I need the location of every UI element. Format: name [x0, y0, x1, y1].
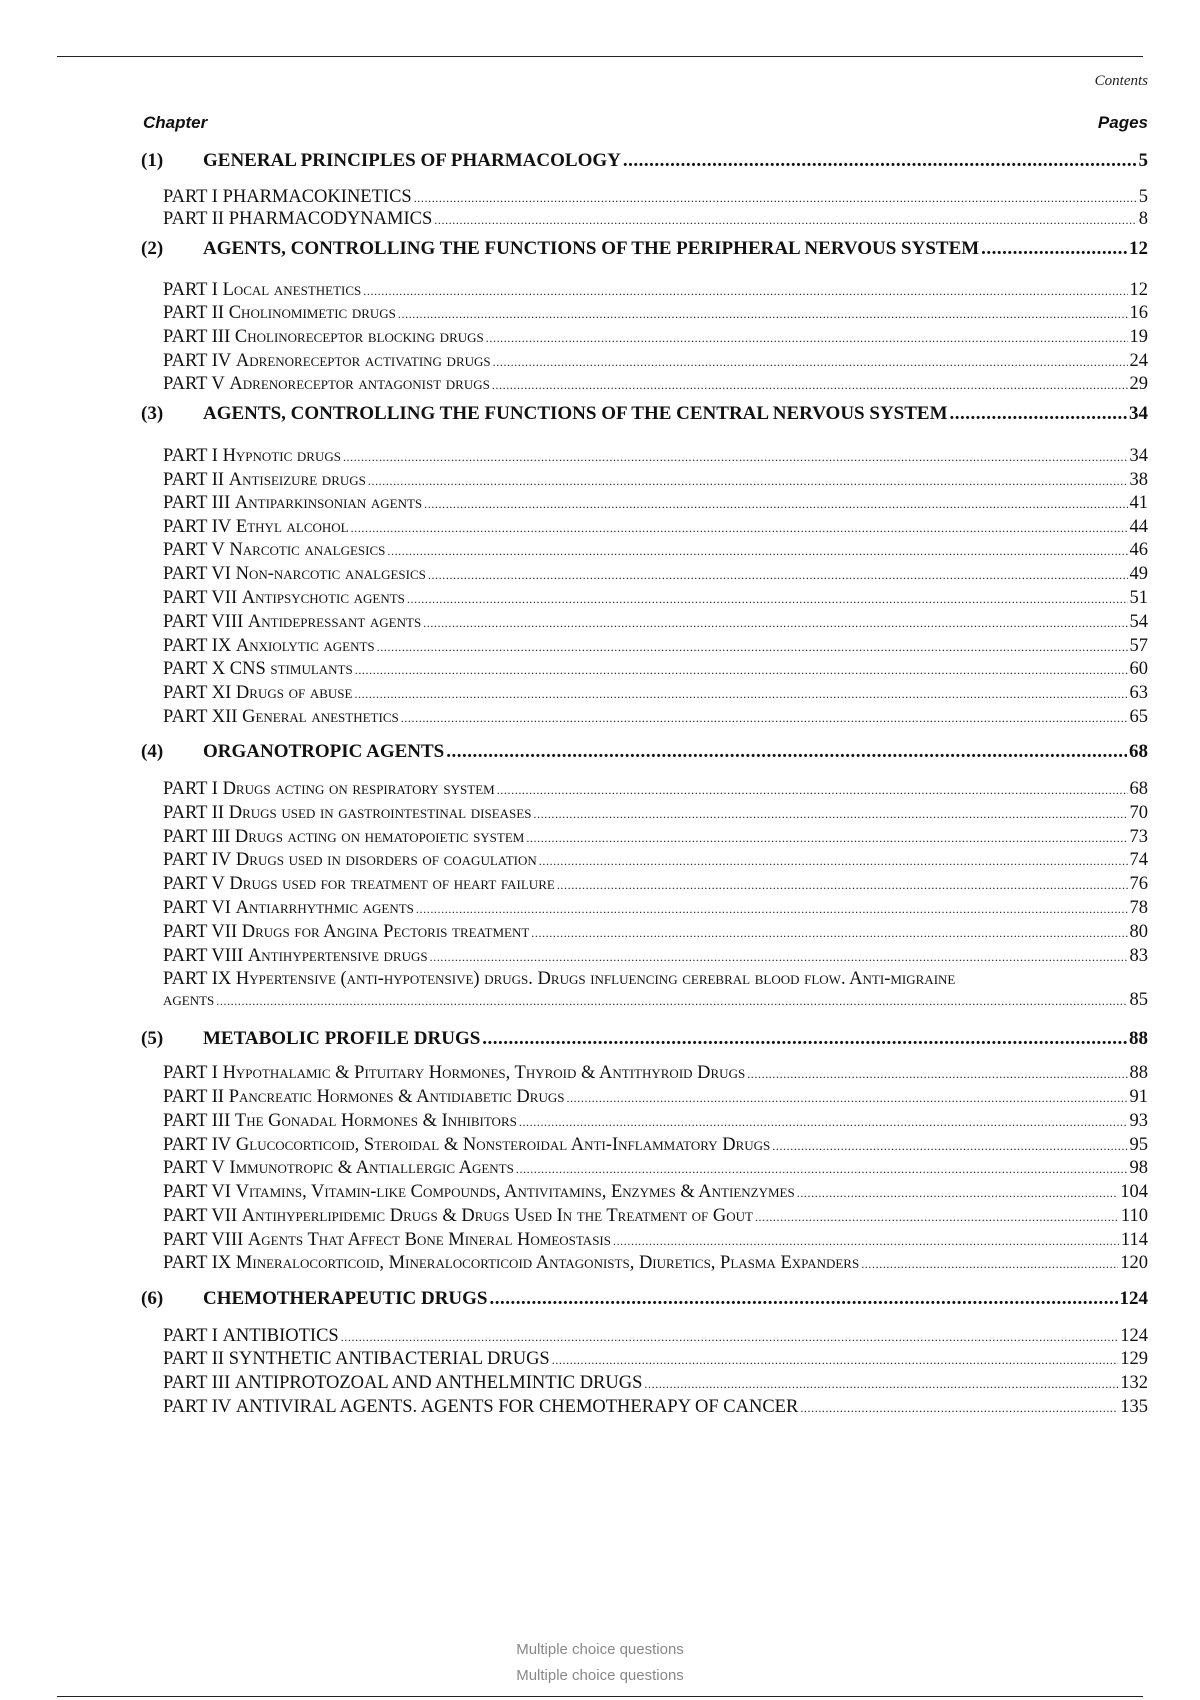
- toc-part[interactable]: [163, 374, 1148, 395]
- chapter-page-number: 124: [1119, 1288, 1148, 1309]
- dot-leader: [368, 470, 1128, 491]
- chapter-page-number: 5: [1138, 150, 1148, 171]
- dot-leader: [557, 874, 1128, 895]
- part-page-number: 132: [1120, 1373, 1148, 1393]
- part-title: Anxiolytic agents: [235, 636, 375, 656]
- toc-part[interactable]: [163, 850, 1148, 871]
- part-title: Adrenoreceptor antagonist drugs: [229, 374, 490, 394]
- part-title: ANTIVIRAL AGENTS. AGENTS FOR CHEMOTHERAPY OF CANCER: [235, 1397, 799, 1417]
- part-title: The Gonadal Hormones & Inhibitors: [234, 1111, 517, 1131]
- dot-leader: [430, 946, 1128, 967]
- chapter-number: (6): [141, 1288, 164, 1309]
- part-label: PART XII: [163, 707, 238, 727]
- part-title: CNS stimulants: [229, 659, 353, 679]
- chapter-number: (4): [141, 741, 164, 762]
- dot-leader: [428, 564, 1128, 585]
- part-title: Non-narcotic analgesics: [235, 564, 426, 584]
- part-page-number: 78: [1129, 898, 1148, 918]
- part-title: Drugs of abuse: [235, 683, 353, 703]
- part-title: Antipsychotic agents: [241, 588, 405, 608]
- part-label: PART V: [163, 1158, 225, 1178]
- part-page-number: 34: [1129, 446, 1148, 466]
- chapter-page-number: 68: [1129, 741, 1148, 762]
- footer-text-repeat: Multiple choice questions: [516, 1667, 684, 1684]
- toc-part[interactable]: [163, 1349, 1148, 1370]
- dot-leader: [861, 1253, 1118, 1274]
- dot-leader: [516, 1158, 1128, 1179]
- part-label: PART IV: [163, 351, 232, 371]
- part-label: PART II: [163, 303, 225, 323]
- part-page-number: 29: [1129, 374, 1148, 394]
- part-title: Antihypertensive drugs: [247, 946, 428, 966]
- chapter-page-number: 88: [1129, 1028, 1148, 1049]
- part-page-number: 63: [1129, 683, 1148, 703]
- dot-leader: [747, 1063, 1127, 1084]
- part-title: Drugs used in gastrointestinal diseases: [228, 803, 532, 823]
- dot-leader: [424, 493, 1127, 514]
- part-title: Local anesthetics: [222, 280, 362, 300]
- part-label: PART II: [163, 1349, 225, 1369]
- dot-leader: [531, 922, 1127, 943]
- part-page-number: 16: [1129, 303, 1148, 323]
- toc-part[interactable]: [163, 612, 1148, 633]
- part-title: Glucocorticoid, Steroidal & Nonsteroidal Anti-Inflammatory Drugs: [235, 1135, 771, 1155]
- toc-part[interactable]: [163, 470, 1148, 491]
- part-label: PART III: [163, 827, 231, 847]
- toc-part[interactable]: [163, 303, 1148, 324]
- dot-leader: [414, 187, 1137, 208]
- dot-leader: [755, 1206, 1119, 1227]
- footer-text: Multiple choice questions: [516, 1641, 684, 1658]
- dot-leader: [434, 209, 1136, 230]
- dot-leader: [800, 1397, 1118, 1418]
- chapter-page-number: 12: [1129, 238, 1148, 259]
- part-page-number: 93: [1129, 1111, 1148, 1131]
- part-label: PART VI: [163, 1182, 231, 1202]
- part-page-number: 73: [1129, 827, 1148, 847]
- part-page-number: 120: [1120, 1253, 1148, 1273]
- part-title: Hypertensive (anti-hypotensive) drugs. Drugs influencing cerebral blood flow. Anti-migraine: [235, 969, 956, 989]
- toc-part[interactable]: [163, 1253, 1148, 1274]
- part-title: Hypnotic drugs: [222, 446, 341, 466]
- part-label: PART X: [163, 659, 226, 679]
- part-label: PART I: [163, 187, 218, 207]
- toc-part[interactable]: [163, 327, 1148, 348]
- dot-leader: [490, 1288, 1118, 1310]
- toc-part[interactable]: [163, 187, 1148, 208]
- part-label: PART XI: [163, 683, 232, 703]
- part-label: PART IX: [163, 1253, 232, 1273]
- dot-leader: [407, 588, 1128, 609]
- toc-part[interactable]: [163, 209, 1148, 230]
- toc-part[interactable]: [163, 1158, 1148, 1179]
- dot-leader: [355, 659, 1128, 680]
- part-title: SYNTHETIC ANTIBACTERIAL DRUGS: [228, 1349, 550, 1369]
- part-label: PART III: [163, 1373, 231, 1393]
- dot-leader: [486, 327, 1128, 348]
- dot-leader: [492, 374, 1128, 395]
- part-title: Drugs used in disorders of coagulation: [235, 850, 537, 870]
- toc-chapter[interactable]: [141, 1028, 1148, 1050]
- toc-part[interactable]: [163, 1326, 1148, 1347]
- part-title: Antiarrhythmic agents: [235, 898, 414, 918]
- part-label: PART II: [163, 803, 225, 823]
- dot-leader: [387, 540, 1127, 561]
- part-title: Drugs for Angina Pectoris treatment: [241, 922, 530, 942]
- part-page-number: 41: [1129, 493, 1148, 513]
- dot-leader: [519, 1111, 1128, 1132]
- dot-leader: [497, 779, 1128, 800]
- toc-part[interactable]: [163, 564, 1148, 585]
- part-page-number: 98: [1129, 1158, 1148, 1178]
- part-label: PART VII: [163, 588, 238, 608]
- toc-part[interactable]: [163, 540, 1148, 561]
- running-head: Contents: [1094, 73, 1148, 89]
- dot-leader: [981, 238, 1127, 260]
- part-page-number: 51: [1129, 588, 1148, 608]
- dot-leader: [644, 1373, 1118, 1394]
- toc-part[interactable]: [163, 1063, 1148, 1084]
- dot-leader: [343, 446, 1128, 467]
- toc-chapter[interactable]: [141, 150, 1148, 172]
- part-page-number: 95: [1129, 1135, 1148, 1155]
- dot-leader: [401, 707, 1128, 728]
- part-page-number: 46: [1129, 540, 1148, 560]
- part-title: Mineralocorticoid, Mineralocorticoid Antagonists, Diuretics, Plasma Expanders: [235, 1253, 860, 1273]
- toc-part[interactable]: [163, 517, 1148, 538]
- part-page-number: 38: [1129, 470, 1148, 490]
- dot-leader: [416, 898, 1128, 919]
- chapter-title: ORGANOTROPIC AGENTS: [203, 741, 445, 762]
- dot-leader: [772, 1135, 1127, 1156]
- part-label: PART V: [163, 540, 225, 560]
- part-page-number: 80: [1129, 922, 1148, 942]
- part-title-continued: agents: [163, 990, 215, 1010]
- part-page-number: 60: [1129, 659, 1148, 679]
- part-page-number: 74: [1129, 850, 1148, 870]
- dot-leader: [533, 803, 1127, 824]
- dot-leader: [613, 1230, 1119, 1251]
- toc-chapter[interactable]: [141, 238, 1148, 260]
- part-label: PART II: [163, 1087, 225, 1107]
- part-page-number: 83: [1129, 946, 1148, 966]
- toc-part[interactable]: [163, 707, 1148, 728]
- part-page-number: 54: [1129, 612, 1148, 632]
- part-title: Antiparkinsonian agents: [234, 493, 423, 513]
- part-label: PART III: [163, 1111, 231, 1131]
- part-title: ANTIPROTOZOAL AND ANTHELMINTIC DRUGS: [234, 1373, 643, 1393]
- toc-part[interactable]: [163, 827, 1148, 848]
- dot-leader: [950, 403, 1127, 425]
- chapter-number: (1): [141, 150, 164, 171]
- chapter-number: (5): [141, 1028, 164, 1049]
- toc-part[interactable]: [163, 493, 1148, 514]
- toc-part[interactable]: [163, 683, 1148, 704]
- part-title: PHARMACOKINETICS: [222, 187, 412, 207]
- toc-part[interactable]: [163, 1206, 1148, 1227]
- part-title: Immunotropic & Antiallergic Agents: [229, 1158, 514, 1178]
- part-label: PART I: [163, 779, 218, 799]
- toc-chapter[interactable]: [141, 403, 1148, 425]
- part-label: PART IV: [163, 1135, 232, 1155]
- part-title: Drugs acting on respiratory system: [222, 779, 495, 799]
- toc-part[interactable]: [163, 1135, 1148, 1156]
- part-title: Drugs used for treatment of heart failure: [229, 874, 555, 894]
- part-label: PART VII: [163, 922, 238, 942]
- dot-leader: [423, 612, 1127, 633]
- toc-part[interactable]: [163, 1230, 1148, 1251]
- dot-leader: [216, 990, 1127, 1011]
- chapter-column-heading: Chapter: [143, 113, 208, 132]
- dot-leader: [623, 150, 1137, 172]
- part-label: PART III: [163, 493, 231, 513]
- toc-part[interactable]: [163, 874, 1148, 895]
- toc-part[interactable]: [163, 922, 1148, 943]
- part-label: PART IV: [163, 1397, 232, 1417]
- part-label: PART VII: [163, 1206, 238, 1226]
- pages-column-heading: Pages: [1097, 113, 1148, 132]
- part-title: Antidepressant agents: [247, 612, 422, 632]
- toc-part[interactable]: [163, 1182, 1148, 1203]
- dot-leader: [446, 741, 1127, 763]
- part-label: PART VI: [163, 898, 231, 918]
- dot-leader: [351, 517, 1128, 538]
- toc-part[interactable]: [163, 280, 1148, 301]
- dot-leader: [354, 683, 1127, 704]
- part-page-number: 88: [1129, 1063, 1148, 1083]
- part-label: PART II: [163, 470, 225, 490]
- part-page-number: 104: [1120, 1182, 1148, 1202]
- toc-chapter[interactable]: [141, 1288, 1148, 1310]
- part-page-number: 12: [1129, 280, 1148, 300]
- part-label: PART III: [163, 327, 231, 347]
- part-page-number: 44: [1129, 517, 1148, 537]
- part-label: PART VIII: [163, 946, 244, 966]
- toc-part[interactable]: [163, 351, 1148, 372]
- dot-leader: [493, 351, 1128, 372]
- toc-part[interactable]: [163, 969, 1148, 1011]
- part-page-number: 70: [1129, 803, 1148, 823]
- toc-part[interactable]: [163, 803, 1148, 824]
- chapter-title: AGENTS, CONTROLLING THE FUNCTIONS OF THE PERIPHERAL NERVOUS SYSTEM: [203, 238, 980, 259]
- part-label: PART IV: [163, 850, 232, 870]
- part-label: PART I: [163, 446, 218, 466]
- toc-part[interactable]: [163, 1397, 1148, 1418]
- chapter-title: CHEMOTHERAPEUTIC DRUGS: [203, 1288, 488, 1309]
- toc-chapter[interactable]: [141, 741, 1148, 763]
- part-label: PART IX: [163, 636, 232, 656]
- part-title: ANTIBIOTICS: [222, 1326, 339, 1346]
- part-title: Hypothalamic & Pituitary Hormones, Thyroid & Antithyroid Drugs: [222, 1063, 746, 1083]
- part-page-number: 110: [1120, 1206, 1148, 1226]
- part-page-number: 85: [1129, 990, 1148, 1010]
- top-rule: [57, 56, 1143, 57]
- part-label: PART VI: [163, 564, 231, 584]
- toc-part[interactable]: [163, 779, 1148, 800]
- chapter-title: METABOLIC PROFILE DRUGS: [203, 1028, 481, 1049]
- part-title: Vitamins, Vitamin-like Compounds, Antivitamins, Enzymes & Antienzymes: [235, 1182, 795, 1202]
- part-label: PART I: [163, 280, 218, 300]
- part-page-number: 135: [1120, 1397, 1148, 1417]
- toc-part[interactable]: [163, 946, 1148, 967]
- dot-leader: [526, 827, 1127, 848]
- part-page-number: 114: [1120, 1230, 1148, 1250]
- part-title: Narcotic analgesics: [229, 540, 386, 560]
- dot-leader: [566, 1087, 1127, 1108]
- dot-leader: [363, 280, 1127, 301]
- part-label: PART II: [163, 209, 225, 229]
- toc-part[interactable]: [163, 659, 1148, 680]
- part-label: PART VIII: [163, 1230, 244, 1250]
- part-page-number: 57: [1129, 636, 1148, 656]
- part-title: PHARMACODYNAMICS: [228, 209, 433, 229]
- part-label: PART I: [163, 1326, 218, 1346]
- toc-part[interactable]: [163, 446, 1148, 467]
- toc-part[interactable]: [163, 1111, 1148, 1132]
- dot-leader: [797, 1182, 1119, 1203]
- part-title: Adrenoreceptor activating drugs: [235, 351, 491, 371]
- toc-part[interactable]: [163, 1373, 1148, 1394]
- part-title: Cholinoreceptor blocking drugs: [234, 327, 484, 347]
- toc-part[interactable]: [163, 636, 1148, 657]
- part-page-number: 5: [1138, 187, 1148, 207]
- part-label: PART IX: [163, 969, 232, 989]
- part-page-number: 124: [1120, 1326, 1148, 1346]
- part-page-number: 49: [1129, 564, 1148, 584]
- toc-part[interactable]: [163, 1087, 1148, 1108]
- dot-leader: [552, 1349, 1119, 1370]
- chapter-title: GENERAL PRINCIPLES OF PHARMACOLOGY: [203, 150, 621, 171]
- part-label: PART VIII: [163, 612, 244, 632]
- chapter-title: AGENTS, CONTROLLING THE FUNCTIONS OF THE CENTRAL NERVOUS SYSTEM: [203, 403, 948, 424]
- part-title: Ethyl alcohol: [235, 517, 349, 537]
- chapter-page-number: 34: [1129, 403, 1148, 424]
- part-page-number: 129: [1120, 1349, 1148, 1369]
- part-title: Cholinomimetic drugs: [228, 303, 396, 323]
- toc-part[interactable]: [163, 588, 1148, 609]
- dot-leader: [539, 850, 1128, 871]
- part-title: Drugs acting on hematopoietic system: [234, 827, 525, 847]
- part-page-number: 68: [1129, 779, 1148, 799]
- dot-leader: [377, 636, 1128, 657]
- part-page-number: 91: [1129, 1087, 1148, 1107]
- part-label: PART IV: [163, 517, 232, 537]
- part-title: General anesthetics: [242, 707, 399, 727]
- dot-leader: [482, 1028, 1127, 1050]
- part-label: PART V: [163, 374, 225, 394]
- part-label: PART V: [163, 874, 225, 894]
- dot-leader: [398, 303, 1128, 324]
- part-page-number: 65: [1129, 707, 1148, 727]
- chapter-number: (3): [141, 403, 164, 424]
- part-title: Pancreatic Hormones & Antidiabetic Drugs: [228, 1087, 565, 1107]
- dot-leader: [341, 1326, 1119, 1347]
- part-label: PART I: [163, 1063, 218, 1083]
- part-title: Antiseizure drugs: [228, 470, 366, 490]
- part-page-number: 19: [1129, 327, 1148, 347]
- toc-part[interactable]: [163, 898, 1148, 919]
- part-page-number: 8: [1138, 209, 1148, 229]
- part-page-number: 76: [1129, 874, 1148, 894]
- part-page-number: 24: [1129, 351, 1148, 371]
- part-title: Antihyperlipidemic Drugs & Drugs Used In the Treatment of Gout: [241, 1206, 753, 1226]
- bottom-rule: [57, 1696, 1143, 1697]
- part-title: Agents That Affect Bone Mineral Homeostasis: [247, 1230, 611, 1250]
- chapter-number: (2): [141, 238, 164, 259]
